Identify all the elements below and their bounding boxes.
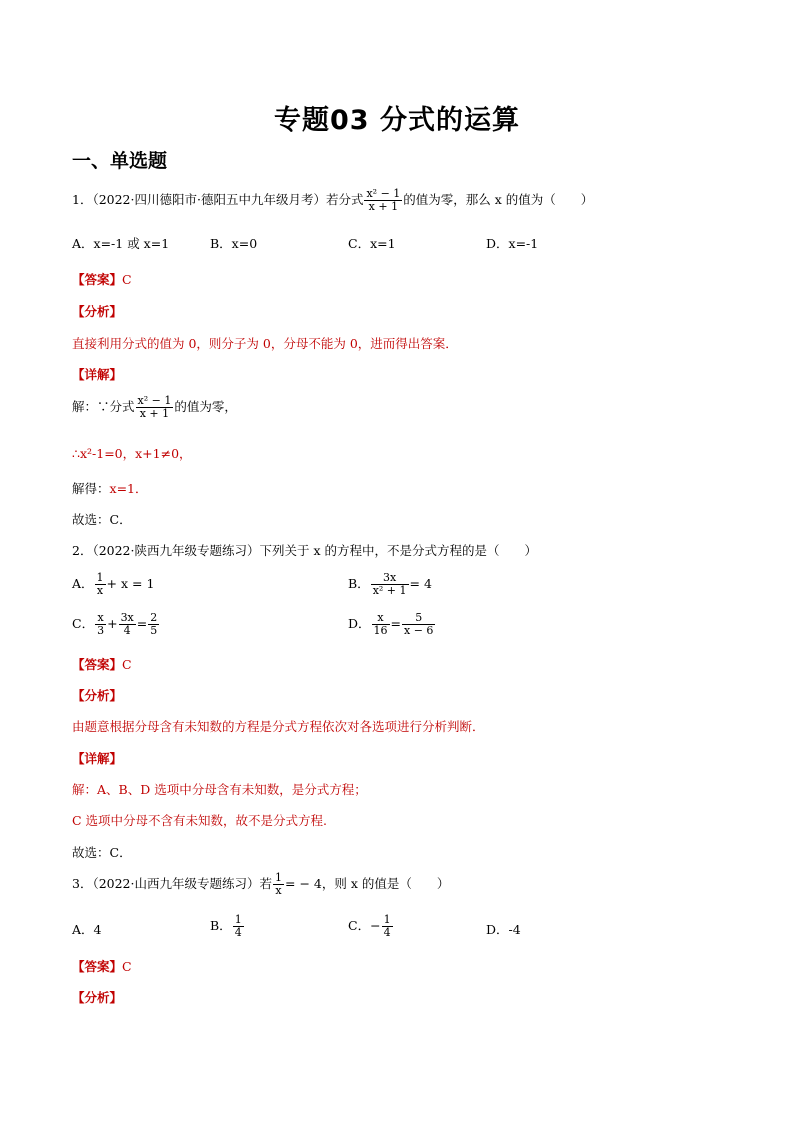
q2-option-a-rest: + x = 1 (106, 576, 155, 592)
q3-stem-text-end: = − 4，则 x 的值是（ ） (285, 876, 450, 892)
q1-answer-tag: 【答案】 (72, 272, 123, 287)
q2-option-c-numerator-3: 2 (150, 611, 158, 624)
q3-option-c-label: C． (348, 918, 371, 934)
q2-option-a-fraction (95, 572, 106, 597)
q1-answer-value: C (122, 272, 132, 287)
q1-option-c: C．x=1 (348, 236, 396, 251)
q2-option-b-label: B． (348, 576, 370, 592)
q2-option-d-label: D． (348, 616, 371, 632)
page-title: 专题03 分式的运算 (274, 105, 520, 136)
q3-option-d: D．-4 (486, 922, 521, 937)
q2-analysis-text: 由题意根据分母含有未知数的方程是分式方程依次对各选项进行分析判断． (72, 719, 485, 734)
q2-option-a-denominator: x (96, 584, 104, 598)
q2-option-c-equals: = (136, 616, 148, 632)
q2-option-c-fraction-1 (95, 612, 106, 637)
q3-stem-text: 3．（2022·山西九年级专题练习）若 (72, 876, 272, 892)
q2-option-d-denominator-1: 16 (373, 624, 388, 638)
q1-detail-tag: 【详解】 (72, 367, 123, 382)
q1-detail-line3-label: 解得： (72, 481, 110, 496)
q1-fraction-denominator: x + 1 (368, 200, 399, 214)
q2-option-d (348, 612, 436, 637)
q1-conclusion: 故选：C． (72, 512, 132, 527)
q2-option-c-plus: + (107, 616, 118, 632)
q3-option-c-sign: − (370, 918, 381, 934)
q3-answer-value: C (122, 959, 132, 974)
q3-option-c-numerator: 1 (383, 913, 391, 926)
q2-detail-line1: 解：A、B、D 选项中分母含有未知数，是分式方程； (72, 782, 367, 797)
q2-option-a (72, 572, 154, 597)
q1-detail-fraction (136, 395, 174, 420)
q2-answer-value: C (122, 657, 132, 672)
q2-option-d-fraction-1 (372, 612, 390, 637)
q1-option-d: D．x=-1 (486, 236, 539, 251)
q1-detail-fraction-numerator: x² − 1 (137, 394, 172, 407)
q2-option-d-denominator-2: x − 6 (404, 624, 434, 638)
q1-detail-text: 解：∵分式 (72, 399, 135, 415)
q2-conclusion: 故选：C． (72, 845, 132, 860)
q2-option-c-numerator-1: x (95, 612, 106, 625)
q3-fraction (273, 872, 284, 897)
q2-option-c-numerator-2: 3x (120, 611, 134, 624)
q3-option-b-fraction (233, 914, 244, 939)
q3-option-b-denominator: 4 (234, 926, 242, 940)
q2-option-d-numerator-2: 5 (402, 612, 435, 625)
q2-detail-line2: C 选项中分母不含有未知数，故不是分式方程. (72, 813, 328, 828)
q1-stem-text-end: 的值为零，那么 x 的值为（ ） (403, 192, 594, 208)
q1-detail-text-end: 的值为零， (174, 399, 237, 415)
q3-fraction-numerator: 1 (275, 871, 282, 884)
section-heading: 一、单选题 (72, 150, 168, 172)
q1-detail-line2: ∴x²-1=0，x+1≠0， (72, 446, 192, 461)
q2-option-b-numerator: 3x (371, 572, 409, 585)
q1-fraction-numerator: x² − 1 (366, 187, 401, 200)
q3-answer-tag: 【答案】 (72, 959, 123, 974)
q1-analysis-text: 直接利用分式的值为 0，则分子为 0，分母不能为 0，进而得出答案． (72, 336, 458, 351)
q1-stem (72, 188, 593, 213)
q3-analysis-tag: 【分析】 (72, 990, 123, 1005)
q1-detail-line3 (72, 479, 148, 497)
q2-analysis-tag: 【分析】 (72, 688, 123, 703)
q3-option-b-numerator: 1 (234, 913, 242, 926)
q1-detail-fraction-denominator: x + 1 (139, 407, 170, 421)
q3-fraction-denominator: x (275, 884, 282, 898)
q2-option-c-fraction-3 (148, 612, 159, 637)
q3-option-c-fraction (382, 914, 393, 939)
q2-option-a-numerator: 1 (96, 571, 104, 584)
q2-option-c-denominator-2: 4 (123, 624, 131, 638)
q3-option-b-label: B． (210, 918, 232, 934)
q1-fraction (364, 188, 402, 213)
q2-stem: 2．（2022·陕西九年级专题练习）下列关于 x 的方程中，不是分式方程的是（ ） (72, 543, 537, 558)
q2-option-c-denominator-3: 5 (150, 624, 158, 638)
q2-option-a-label: A． (72, 576, 94, 592)
q2-option-b (348, 572, 432, 597)
q2-option-c-denominator-1: 3 (97, 624, 105, 638)
q1-analysis-tag: 【分析】 (72, 304, 123, 319)
q1-option-a: A．x=-1 或 x=1 (72, 236, 170, 251)
q2-option-d-numerator-1: x (372, 612, 390, 625)
q1-answer (72, 270, 132, 288)
q3-answer (72, 957, 132, 975)
q3-option-c-denominator: 4 (383, 926, 391, 940)
q2-answer-tag: 【答案】 (72, 657, 123, 672)
q3-stem (72, 872, 449, 897)
q1-detail-line3-value: x=1． (109, 481, 148, 496)
q2-detail-tag: 【详解】 (72, 751, 123, 766)
q2-option-d-equals: = (390, 616, 402, 632)
q2-option-c-fraction-2 (119, 612, 136, 637)
q2-option-c (72, 612, 160, 637)
q3-option-c (348, 914, 394, 939)
q2-option-b-rest: = 4 (409, 576, 432, 592)
q2-answer (72, 655, 132, 673)
q3-option-b (210, 914, 245, 939)
q1-option-b: B．x=0 (210, 236, 258, 251)
q2-option-b-fraction (371, 572, 409, 597)
q1-stem-text: 1．（2022·四川德阳市·德阳五中九年级月考）若分式 (72, 192, 364, 208)
q1-detail-line1 (72, 395, 237, 420)
q3-option-a: A．4 (72, 922, 102, 937)
q2-option-c-label: C． (72, 616, 95, 632)
q2-option-b-denominator: x² + 1 (372, 584, 407, 598)
q2-option-d-fraction-2 (402, 612, 435, 637)
